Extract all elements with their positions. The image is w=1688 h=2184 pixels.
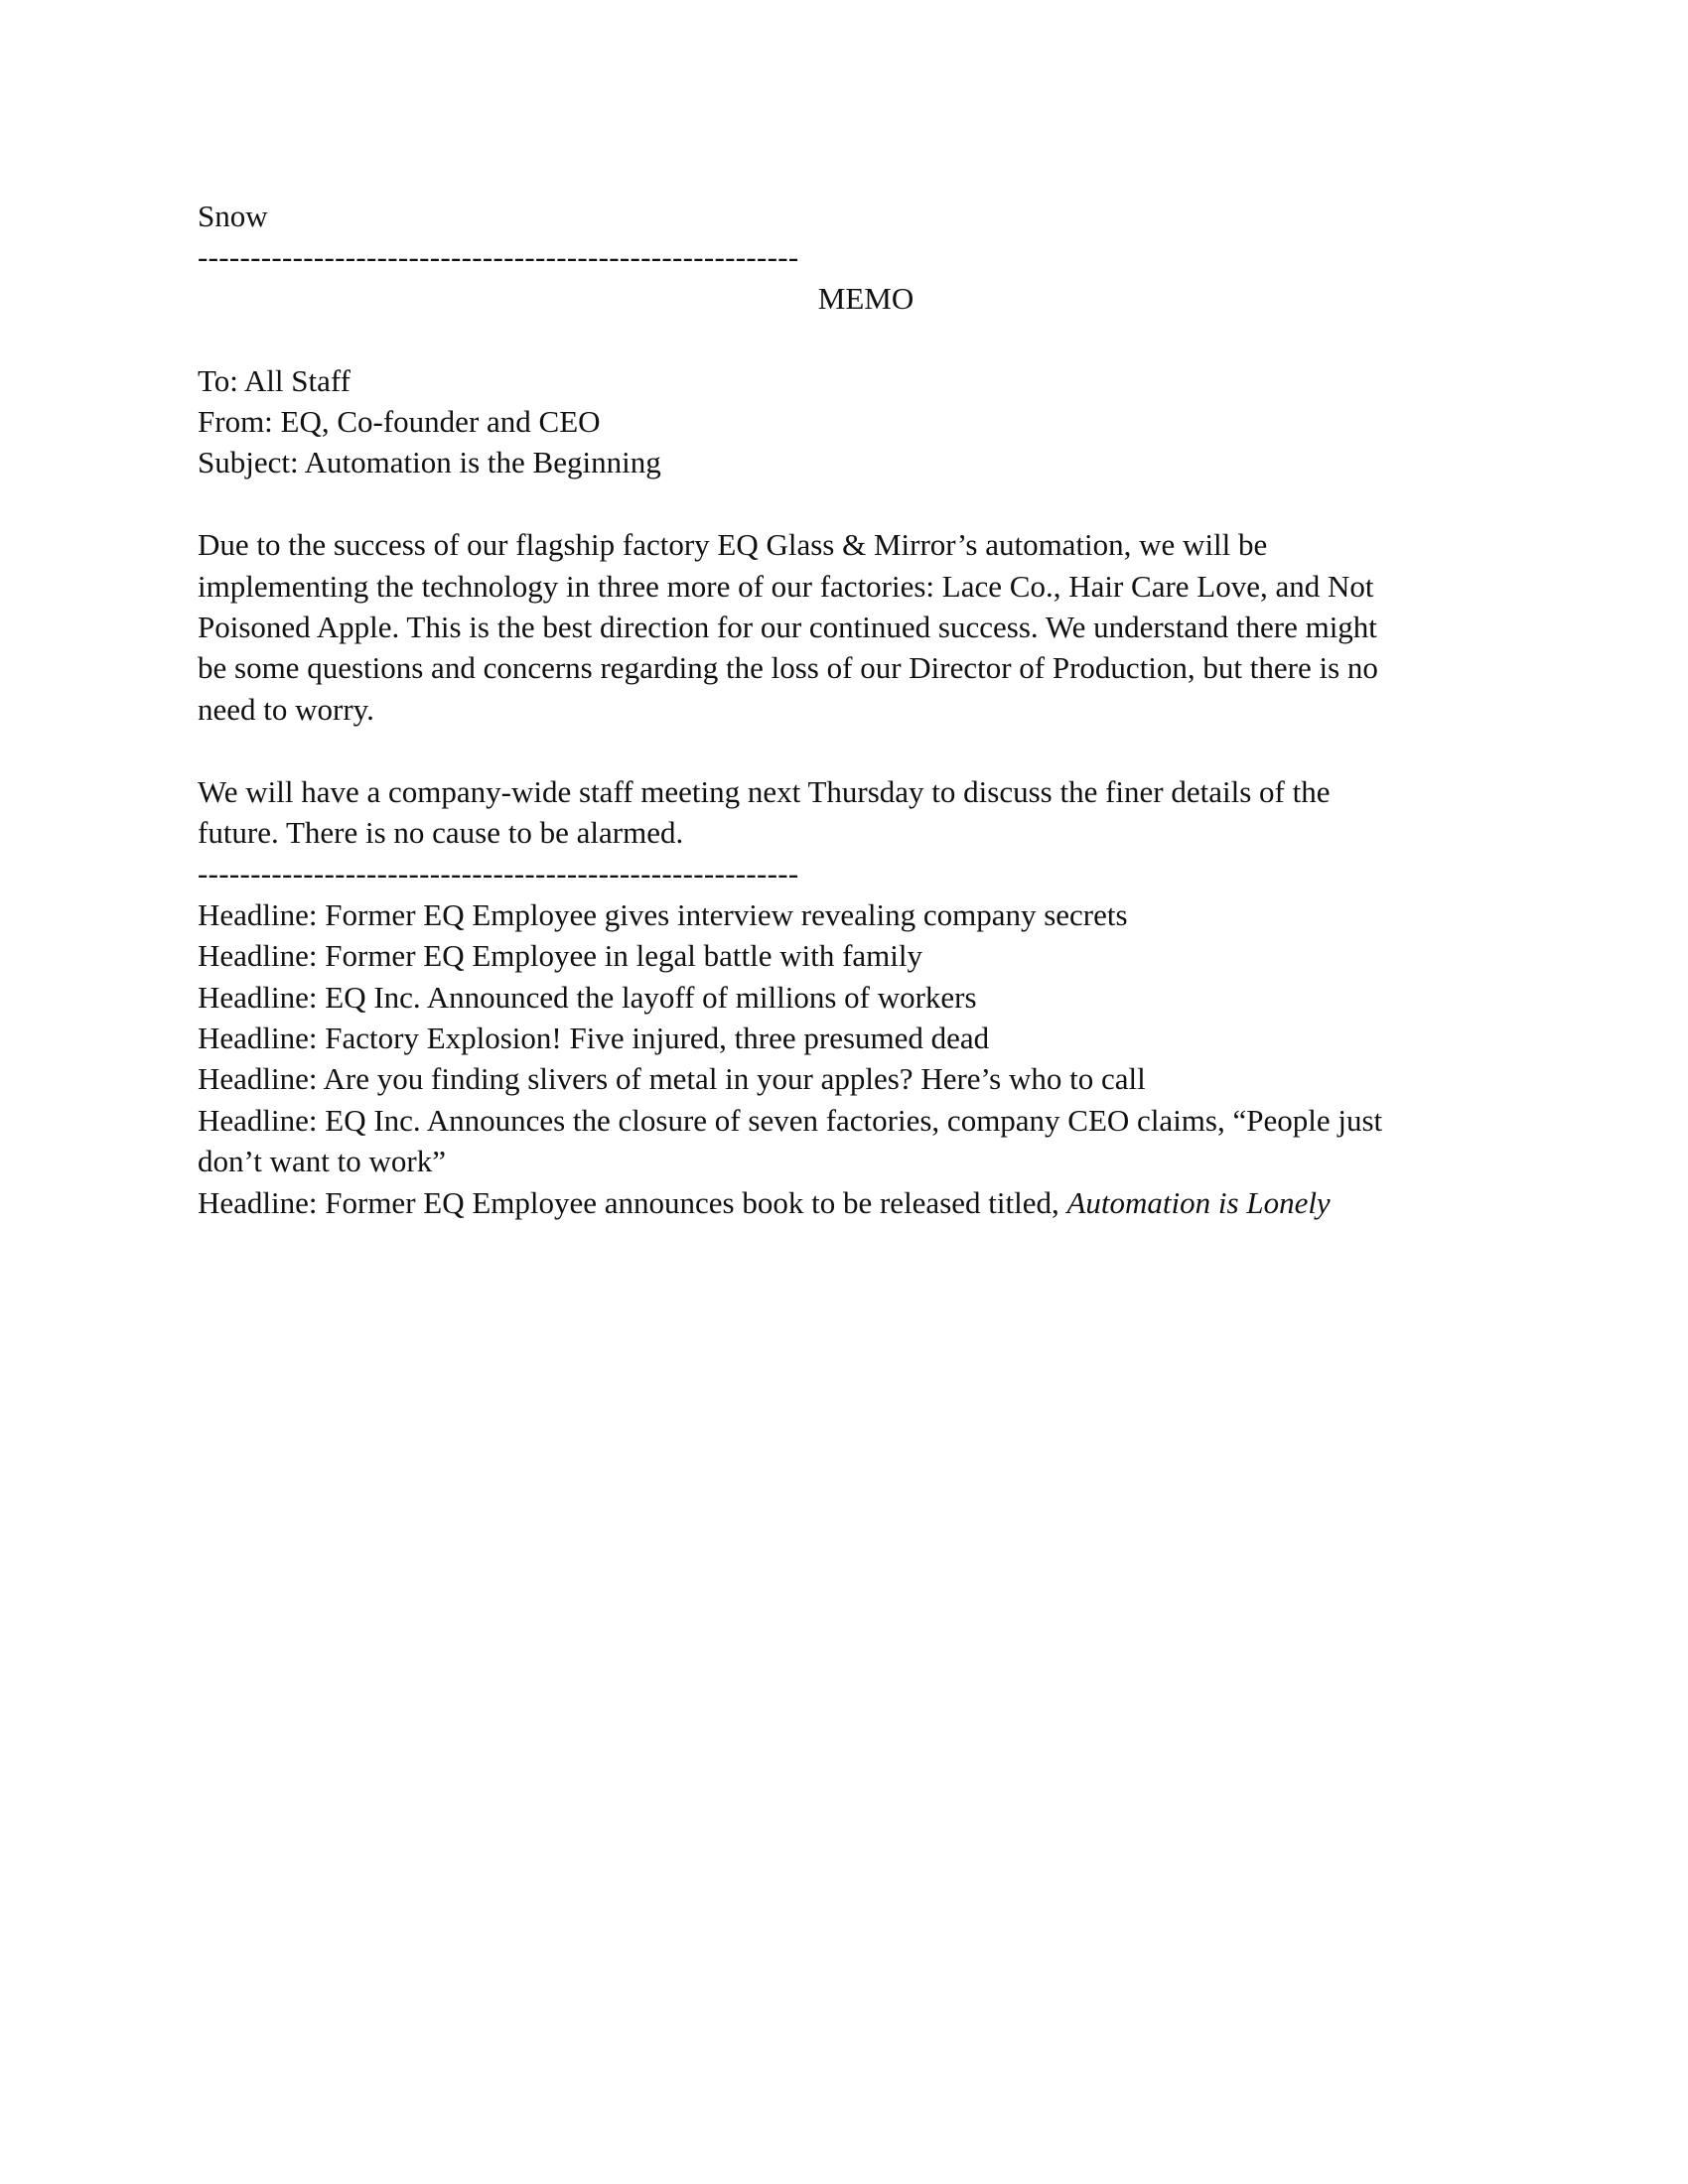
headline-item-continuation: don’t want to work” <box>198 1144 446 1179</box>
memo-document <box>198 196 1488 1223</box>
headline-item: Headline: Are you finding slivers of metal in your apples? Here’s who to call <box>198 1061 1146 1097</box>
body-line: future. There is no cause to be alarmed. <box>198 815 684 851</box>
body-line: need to worry. <box>198 691 374 727</box>
author-name: Snow <box>198 199 268 233</box>
body-line: Poisoned Apple. This is the best direction for our continued success. We understand there might <box>198 610 1377 645</box>
memo-from-line: From: EQ, Co-founder and CEO <box>198 404 601 440</box>
headline-item: Headline: Factory Explosion! Five injured, three presumed dead <box>198 1021 990 1056</box>
spacer <box>198 319 1488 359</box>
memo-body-paragraph-1 <box>198 524 1488 730</box>
body-line: be some questions and concerns regarding the loss of our Director of Production, but there is no <box>198 650 1378 686</box>
memo-heading: MEMO <box>817 280 914 316</box>
memo-body-paragraph-2 <box>198 771 1488 854</box>
headline-item: Headline: Former EQ Employee in legal battle with family <box>198 938 923 974</box>
spacer <box>198 730 1488 770</box>
headline-item: Headline: EQ Inc. Announces the closure of seven factories, company CEO claims, “People just <box>198 1102 1383 1138</box>
headline-item: Headline: Former EQ Employee gives interview revealing company secrets <box>198 896 1128 932</box>
headline-last-prefix: Headline: Former EQ Employee announces book to be released titled, <box>198 1184 1067 1220</box>
body-line: We will have a company-wide staff meeting next Thursday to discuss the finer details of the <box>198 773 1331 809</box>
book-title: Automation is Lonely <box>1066 1184 1331 1220</box>
spacer <box>198 483 1488 524</box>
divider-top: --------------------------------------------------------- <box>198 239 799 275</box>
memo-subject-line: Subject: Automation is the Beginning <box>198 445 661 480</box>
headline-item-last <box>198 1182 1488 1223</box>
body-line: Due to the success of our flagship factory EQ Glass & Mirror’s automation, we will be <box>198 527 1268 563</box>
memo-to-line: To: All Staff <box>198 362 351 398</box>
headline-item: Headline: EQ Inc. Announced the layoff of millions of workers <box>198 979 977 1015</box>
headline-list <box>198 894 1488 1223</box>
body-line: implementing the technology in three more of our factories: Lace Co., Hair Care Love, and Not <box>198 568 1374 604</box>
divider-bottom: --------------------------------------------------------- <box>198 856 799 891</box>
